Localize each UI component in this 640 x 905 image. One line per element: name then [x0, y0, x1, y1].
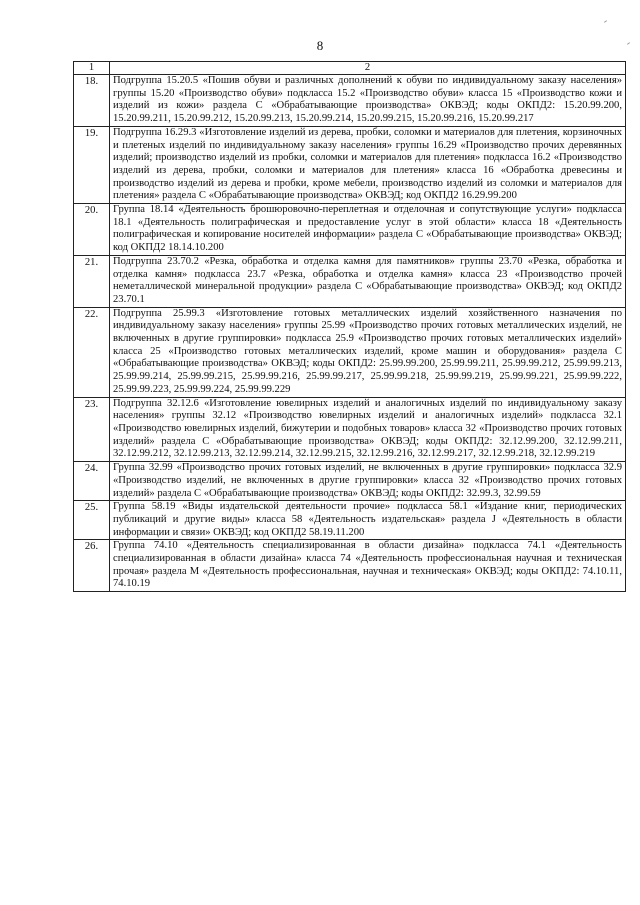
row-number: 20. [74, 204, 110, 256]
row-number: 26. [74, 540, 110, 592]
row-number: 19. [74, 126, 110, 203]
row-number: 23. [74, 397, 110, 462]
table-row [74, 307, 626, 397]
row-number: 21. [74, 255, 110, 307]
table-row [74, 540, 626, 592]
column-header-number: 1 [74, 62, 110, 75]
row-number: 18. [74, 75, 110, 127]
table-row [74, 126, 626, 203]
table-row [74, 462, 626, 501]
table-row [74, 75, 626, 127]
row-description: Группа 58.19 «Виды издательской деятельности прочие» подкласса 58.1 «Издание книг, периодических публикаций и другие виды» класса 58 «Деятельность издательская» раздела J «Деятельность в области информации и связи» ОКВЭД; код ОКПД2 58.19.11.200 [110, 501, 626, 540]
row-description: Подгруппа 16.29.3 «Изготовление изделий из дерева, пробки, соломки и материалов для плетения, корзиночных и плетеных изделий по индивидуальному заказу населения» группы 16.29 «Производство прочих деревянных изделий; производство изделий из пробки, соломки и материалов для плетения» подкласса 16.2 «Производство изделий из дерева, пробки, соломки и материалов для плетения» класса 16 «Обработка древесины и производство изделий из дерева и пробки, кроме мебели, производство изделий из соломки и материалов для плетения» раздела С «Обрабатывающие производства» ОКВЭД; код ОКПД2 16.29.99.200 [110, 126, 626, 203]
row-description: Группа 32.99 «Производство прочих готовых изделий, не включенных в другие группировки» подкласса 32.9 «Производство изделий, не включенных в другие группировки» класса 32 «Производство прочих готовых изделий» раздела С «Обрабатывающие производства» ОКВЭД; коды ОКПД2: 32.99.3, 32.99.59 [110, 462, 626, 501]
table-row [74, 501, 626, 540]
row-description: Группа 74.10 «Деятельность специализированная в области дизайна» подкласса 74.1 «Деятельность специализированная в области дизайна» класса 74 «Деятельность профессиональная научная и техническая прочая» раздела М «Деятельность профессиональная, научная и техническая» ОКВЭД; коды ОКПД2: 74.10.11, 74.10.19 [110, 540, 626, 592]
page-number: 8 [316, 38, 324, 53]
table-row [74, 255, 626, 307]
row-description: Подгруппа 32.12.6 «Изготовление ювелирных изделий и аналогичных изделий по индивидуальному заказу населения» группы 32.12 «Производство ювелирных изделий и аналогичных изделий» подкласса 32.1 «Производство ювелирных изделий, бижутерии и подобных товаров» класса 32 «Производство прочих готовых изделий» раздела С «Обрабатывающие производства» ОКВЭД; коды ОКПД2: 32.12.99.200, 32.12.99.211, 32.12.99.212, 32.12.99.213, 32.12.99.214, 32.12.99.215, 32.12.99.216, 32.12.99.217, 32.12.99.218, 32.12.99.219 [110, 397, 626, 462]
table-row [74, 204, 626, 256]
row-description: Подгруппа 23.70.2 «Резка, обработка и отделка камня для памятников» группы 23.70 «Резка, обработка и отделка камня» подкласса 23.7 «Резка, обработка и отделка камня» класса 23 «Производство прочей неметаллической минеральной продукции» раздела С «Обрабатывающие производства» ОКВЭД; код ОКПД2 23.70.1 [110, 255, 626, 307]
row-number: 25. [74, 501, 110, 540]
table-row [74, 397, 626, 462]
scan-mark [604, 20, 607, 23]
row-description: Группа 18.14 «Деятельность брошюровочно-переплетная и отделочная и сопутствующие услуги» подкласса 18.1 «Деятельность полиграфическая и предоставление услуг в этой области» класса 18 «Деятельность полиграфическая и копирование носителей информации» раздела С «Обрабатывающие производства» ОКВЭД; код ОКПД2 18.14.10.200 [110, 204, 626, 256]
table-header-row [74, 62, 626, 75]
row-number: 22. [74, 307, 110, 397]
row-number: 24. [74, 462, 110, 501]
column-header-description: 2 [110, 62, 626, 75]
row-description: Подгруппа 15.20.5 «Пошив обуви и различных дополнений к обуви по индивидуальному заказу населения» группы 15.20 «Производство обуви» подкласса 15.2 «Производство обуви» класса 15 «Производство кожи и изделий из кожи» раздела С «Обрабатывающие производства» ОКВЭД; коды ОКПД2: 15.20.99.200, 15.20.99.211, 15.20.99.212, 15.20.99.213, 15.20.99.214, 15.20.99.215, 15.20.99.216, 15.20.99.217 [110, 75, 626, 127]
activity-codes-table [73, 61, 626, 592]
row-description: Подгруппа 25.99.3 «Изготовление готовых металлических изделий хозяйственного назначения по индивидуальному заказу населения» группы 25.99 «Производство прочих готовых металлических изделий, не включенных в другие группировки» подкласса 25.9 «Производство прочих готовых металлических изделий» класса 25 «Производство готовых металлических изделий, кроме машин и оборудования» раздела С «Обрабатывающие производства» ОКВЭД; коды ОКПД2: 25.99.99.200, 25.99.99.211, 25.99.99.212, 25.99.99.213, 25.99.99.214, 25.99.99.215, 25.99.99.216, 25.99.99.217, 25.99.99.218, 25.99.99.219, 25.99.99.221, 25.99.99.222, 25.99.99.223, 25.99.99.224, 25.99.99.229 [110, 307, 626, 397]
